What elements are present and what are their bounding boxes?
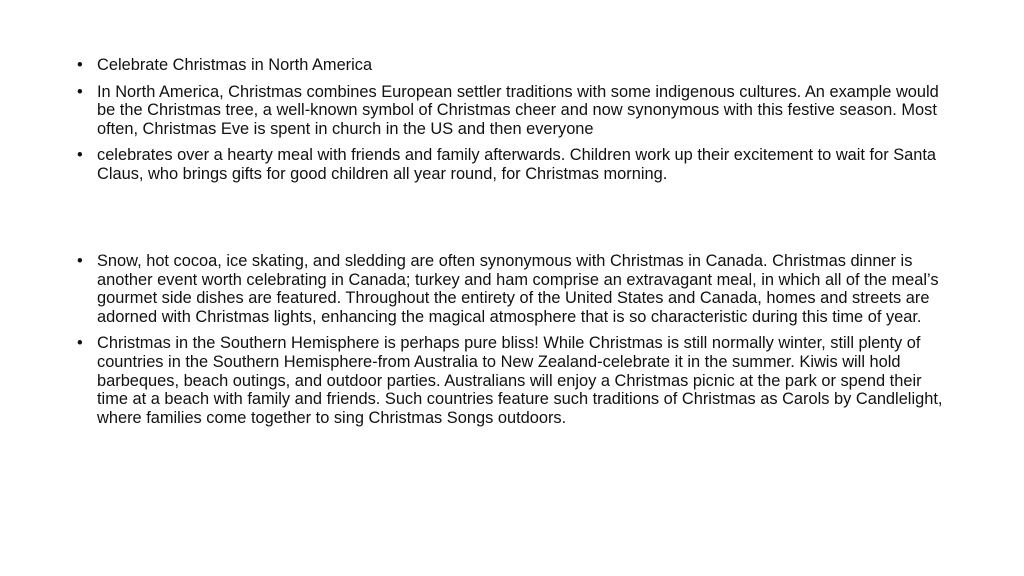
- bullet-list-canada-southern-hemisphere: [76, 252, 948, 435]
- bullet-item: • Snow, hot cocoa, ice skating, and sledding are often synonymous with Christmas in Canada. Christmas dinner is another event worth celebrating in Canada; turkey and ham comprise an extravagant meal, in which all of the meal’s gourmet side dishes are featured. Throughout the entirety of the United States and Canada, homes and streets are adorned with Christmas lights, enhancing the magical atmosphere that is so characteristic during this time of year.: [76, 252, 948, 326]
- bullet-item: • In North America, Christmas combines European settler traditions with some indigenous cultures. An example would be the Christmas tree, a well-known symbol of Christmas cheer and now synonymous with this festive season. Most often, Christmas Eve is spent in church in the US and then everyone: [76, 83, 948, 139]
- bullet-list-north-america: [76, 56, 948, 192]
- bullet-item: • Christmas in the Southern Hemisphere is perhaps pure bliss! While Christmas is still normally winter, still plenty of countries in the Southern Hemisphere-from Australia to New Zealand-celebrate it in the summer. Kiwis will hold barbeques, beach outings, and outdoor parties. Australians will enjoy a Christmas picnic at the park or spend their time at a beach with family and friends. Such countries feature such traditions of Christmas as Carols by Candlelight, where families come together to sing Christmas Songs outdoors.: [76, 334, 948, 427]
- bullet-item: • celebrates over a hearty meal with friends and family afterwards. Children work up their excitement to wait for Santa Claus, who brings gifts for good children all year round, for Christmas morning.: [76, 146, 948, 183]
- bullet-item: • Celebrate Christmas in North America: [76, 56, 948, 75]
